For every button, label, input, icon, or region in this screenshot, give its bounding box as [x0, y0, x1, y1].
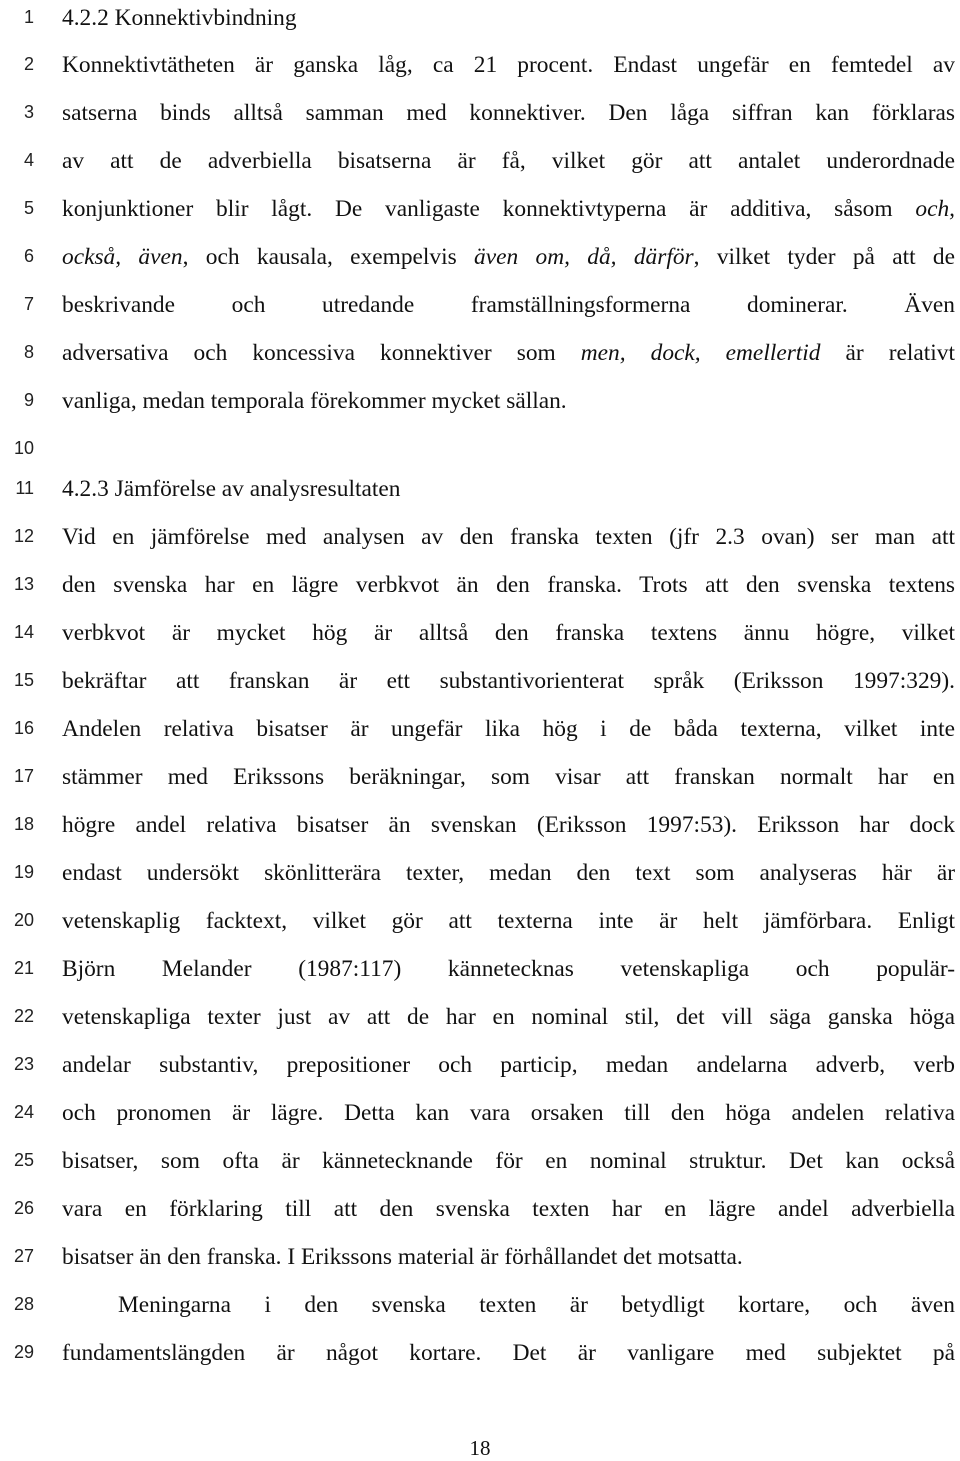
line-row-1 [0, 3, 960, 51]
line-number: 6 [23, 246, 34, 266]
line-number: 14 [13, 622, 34, 642]
line-number: 7 [23, 294, 34, 314]
line-row-16 [0, 714, 960, 762]
line-row-9 [0, 386, 960, 434]
line-row-8 [0, 338, 960, 386]
line-row-27 [0, 1242, 960, 1290]
body-line: Vid en jämförelse med analysen av den franska texten (jfr 2.3 ovan) ser man att [62, 524, 955, 550]
line-row-19 [0, 858, 960, 906]
line-row-15 [0, 666, 960, 714]
body-line: av att de adverbiella bisatserna är få, vilket gör att antalet underordnade [62, 148, 955, 174]
body-line: Björn Melander (1987:117) kännetecknas vetenskapliga och populär- [62, 956, 955, 982]
line-row-2 [0, 50, 960, 98]
example-italic: även om, då, därför [474, 244, 694, 270]
line-row-25 [0, 1146, 960, 1194]
line-number: 13 [13, 574, 34, 594]
example-italic: också, även [62, 244, 183, 270]
body-line: bisatser än den franska. I Erikssons material är förhållandet det motsatta. [62, 1244, 743, 1270]
line-row-3 [0, 98, 960, 146]
body-line: vetenskapliga texter just av att de har en nominal stil, det vill säga ganska höga [62, 1004, 955, 1030]
body-line: bekräftar att franskan är ett substantivorienterat språk (Eriksson 1997:329). [62, 668, 955, 694]
body-text: är relativt [820, 340, 955, 366]
line-row-4 [0, 146, 960, 194]
line-row-28 [0, 1290, 960, 1338]
body-line: vanliga, medan temporala förekommer mycket sällan. [62, 388, 567, 414]
body-line: den svenska har en lägre verbkvot än den franska. Trots att den svenska textens [62, 572, 955, 598]
line-number: 5 [23, 198, 34, 218]
line-number: 18 [13, 814, 34, 834]
body-line: beskrivande och utredande framställningsformerna dominerar. Även [62, 292, 955, 318]
line-row-22 [0, 1002, 960, 1050]
example-italic: och, [915, 196, 955, 222]
page-number: 18 [469, 1436, 491, 1460]
line-number: 23 [13, 1054, 34, 1074]
line-number: 22 [13, 1006, 34, 1026]
line-number: 19 [13, 862, 34, 882]
line-number: 25 [13, 1150, 34, 1170]
line-number: 3 [23, 102, 34, 122]
line-row-7 [0, 290, 960, 338]
line-number: 16 [13, 718, 34, 738]
body-line: satserna binds alltså samman med konnektiver. Den låga siffran kan förklaras [62, 100, 955, 126]
body-text: , och kausala, exempelvis [182, 244, 475, 270]
line-row-14 [0, 618, 960, 666]
line-row-23 [0, 1050, 960, 1098]
body-line: Meningarna i den svenska texten är betydligt kortare, och även [118, 1292, 955, 1318]
body-line: andelar substantiv, prepositioner och particip, medan andelarna adverb, verb [62, 1052, 955, 1078]
line-number: 24 [13, 1102, 34, 1122]
body-line: och pronomen är lägre. Detta kan vara orsaken till den höga andelen relativa [62, 1100, 955, 1126]
section-heading-423: 4.2.3 Jämförelse av analysresultaten [62, 476, 401, 502]
line-row-11 [0, 474, 960, 522]
line-number: 12 [13, 526, 34, 546]
body-line [62, 338, 955, 368]
line-number: 26 [13, 1198, 34, 1218]
body-line: stämmer med Erikssons beräkningar, som visar att franskan normalt har en [62, 764, 955, 790]
line-row-18 [0, 810, 960, 858]
example-italic: men, dock, emellertid [580, 340, 821, 366]
line-number: 20 [13, 910, 34, 930]
body-line: vara en förklaring till att den svenska texten har en lägre andel adverbiella [62, 1196, 955, 1222]
line-number: 28 [13, 1294, 34, 1314]
body-line [62, 194, 955, 224]
body-line: bisatser, som ofta är kännetecknande för en nominal struktur. Det kan också [62, 1148, 955, 1174]
line-number: 27 [13, 1246, 34, 1266]
body-line: högre andel relativa bisatser än svenskan (Eriksson 1997:53). Eriksson har dock [62, 812, 955, 838]
body-text: adversativa och koncessiva konnektiver som [62, 340, 581, 366]
line-row-6 [0, 242, 960, 290]
line-row-13 [0, 570, 960, 618]
line-row-5 [0, 194, 960, 242]
line-number: 21 [13, 958, 34, 978]
line-row-17 [0, 762, 960, 810]
line-row-24 [0, 1098, 960, 1146]
body-line [62, 242, 955, 272]
line-row-20 [0, 906, 960, 954]
section-heading-422: 4.2.2 Konnektivbindning [62, 5, 297, 31]
body-text: konjunktioner blir lågt. De vanligaste konnektivtyperna är additiva, såsom [62, 196, 916, 222]
line-number: 4 [23, 150, 34, 170]
line-number: 2 [23, 54, 34, 74]
line-number: 10 [13, 438, 34, 458]
body-line: fundamentslängden är något kortare. Det är vanligare med subjektet på [62, 1340, 955, 1366]
line-row-21 [0, 954, 960, 1002]
line-number: 17 [13, 766, 34, 786]
body-line: endast undersökt skönlitterära texter, medan den text som analyseras här är [62, 860, 955, 886]
line-number: 29 [13, 1342, 34, 1362]
body-text: , vilket tyder på att de [693, 244, 955, 270]
body-line: Andelen relativa bisatser är ungefär lika hög i de båda texterna, vilket inte [62, 716, 955, 742]
body-line: Konnektivtätheten är ganska låg, ca 21 procent. Endast ungefär en femtedel av [62, 52, 955, 78]
line-row-29 [0, 1338, 960, 1386]
line-number: 11 [15, 478, 34, 498]
line-number: 8 [23, 342, 34, 362]
line-number: 1 [23, 7, 34, 27]
body-line: verbkvot är mycket hög är alltså den franska textens ännu högre, vilket [62, 620, 955, 646]
line-row-12 [0, 522, 960, 570]
line-row-26 [0, 1194, 960, 1242]
line-number: 9 [23, 390, 34, 410]
body-line: vetenskaplig facktext, vilket gör att texterna inte är helt jämförbara. Enligt [62, 908, 955, 934]
line-number: 15 [13, 670, 34, 690]
